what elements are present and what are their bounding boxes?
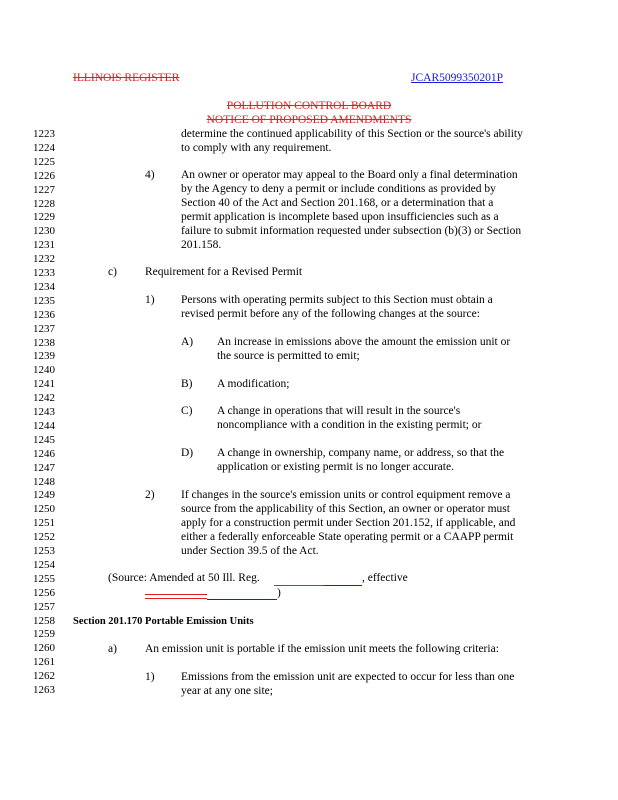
line-number: 1263 bbox=[33, 684, 55, 696]
blank-red-2a bbox=[145, 593, 207, 595]
text-line-1243: A change in operations that will result in the source's bbox=[217, 405, 461, 417]
blank-blue-1 bbox=[324, 584, 362, 586]
line-number: 1233 bbox=[33, 267, 55, 279]
jcar-id: JCAR5099350201P bbox=[411, 72, 504, 84]
marker-c: c) bbox=[108, 266, 117, 278]
register-title: ILLINOIS REGISTER bbox=[73, 72, 180, 84]
text-line-1260: An emission unit is portable if the emission unit meets the following criteria: bbox=[145, 643, 499, 655]
line-number: 1223 bbox=[33, 128, 55, 140]
effective-label: , effective bbox=[362, 572, 408, 584]
text-line-1247: application or existing permit is no longer accurate. bbox=[217, 461, 454, 473]
marker-A: A) bbox=[181, 336, 194, 348]
line-number: 1261 bbox=[33, 656, 55, 669]
text-line-1249: If changes in the source's emission units or control equipment remove a bbox=[181, 489, 511, 501]
text-line-1229: permit application is incomplete based upon insufficiencies such as a bbox=[181, 211, 499, 223]
line-number: 1255 bbox=[33, 572, 55, 585]
board-name: POLLUTION CONTROL BOARD bbox=[226, 100, 392, 112]
text-line-1226: An owner or operator may appeal to the Board only a final determination bbox=[181, 169, 518, 181]
line-number: 1253 bbox=[33, 545, 55, 557]
line-number: 1254 bbox=[33, 558, 55, 571]
text-line-1236: revised permit before any of the following changes at the source: bbox=[181, 308, 480, 320]
line-number: 1239 bbox=[33, 350, 55, 363]
text-line-1228: Section 40 of the Act and Section 201.168, or a determination that a bbox=[181, 197, 494, 209]
notice-title: NOTICE OF PROPOSED AMENDMENTS bbox=[206, 114, 412, 126]
line-number: 1240 bbox=[33, 364, 55, 377]
line-number: 1242 bbox=[33, 392, 55, 405]
text-line-1246: A change in ownership, company name, or address, so that the bbox=[217, 447, 505, 459]
marker-D: D) bbox=[181, 447, 194, 459]
line-number: 1237 bbox=[33, 322, 55, 335]
blank-blue-2 bbox=[207, 598, 277, 600]
line-number: 1262 bbox=[33, 670, 55, 683]
source-note: (Source: Amended at 50 Ill. Reg. bbox=[108, 572, 260, 584]
line-number: 1234 bbox=[33, 280, 55, 293]
line-number: 1232 bbox=[33, 253, 55, 266]
line-number: 1257 bbox=[33, 600, 55, 613]
marker-C: C) bbox=[181, 405, 193, 417]
line-number: 1225 bbox=[33, 155, 55, 168]
line-number: 1224 bbox=[33, 141, 55, 154]
marker-a: a) bbox=[108, 643, 117, 655]
line-number: 1259 bbox=[33, 628, 55, 641]
text-line-1227: by the Agency to deny a permit or include conditions as provided by bbox=[181, 183, 496, 195]
text-line-1253: under Section 39.5 of the Act. bbox=[181, 545, 319, 557]
line-number: 1228 bbox=[33, 197, 55, 210]
text-line-1231: 201.158. bbox=[181, 239, 222, 251]
line-number: 1235 bbox=[33, 294, 55, 307]
text-line-1223: determine the continued applicability of this Section or the source's ability bbox=[181, 128, 523, 140]
line-number: 1230 bbox=[33, 225, 55, 238]
line-number: 1236 bbox=[33, 308, 55, 321]
line-number: 1248 bbox=[33, 475, 55, 488]
close-paren: ) bbox=[277, 587, 281, 599]
text-line-1262: Emissions from the emission unit are expected to occur for less than one bbox=[181, 671, 515, 683]
text-line-1239: the source is permitted to emit; bbox=[217, 350, 360, 362]
text-line-1238: An increase in emissions above the amount the emission unit or bbox=[217, 336, 511, 348]
text-line-1233: Requirement for a Revised Permit bbox=[145, 266, 303, 278]
blank-red-1 bbox=[274, 584, 324, 586]
line-number: 1256 bbox=[33, 586, 55, 599]
line-number: 1243 bbox=[33, 406, 55, 418]
text-line-1263: year at any one site; bbox=[181, 685, 273, 697]
line-number: 1258 bbox=[33, 614, 55, 627]
text-line-1244: noncompliance with a condition in the existing permit; or bbox=[217, 419, 482, 431]
marker-2: 2) bbox=[145, 489, 155, 501]
text-line-1235: Persons with operating permits subject to this Section must obtain a bbox=[181, 294, 493, 306]
line-number: 1227 bbox=[33, 183, 55, 196]
line-number: 1246 bbox=[33, 447, 55, 460]
line-number: 1245 bbox=[33, 433, 55, 446]
line-number: 1251 bbox=[33, 517, 55, 530]
marker-1: 1) bbox=[145, 294, 155, 306]
text-line-1241: A modification; bbox=[217, 378, 290, 390]
line-number: 1260 bbox=[33, 642, 55, 655]
line-number: 1231 bbox=[33, 239, 55, 252]
marker-1b: 1) bbox=[145, 671, 155, 683]
line-number: 1250 bbox=[33, 503, 55, 516]
text-line-1224: to comply with any requirement. bbox=[181, 142, 332, 154]
line-number: 1226 bbox=[33, 169, 55, 182]
text-line-1252: either a federally enforceable State operating permit or a CAAPP permit bbox=[181, 531, 514, 543]
line-number: 1229 bbox=[33, 211, 55, 224]
line-number: 1249 bbox=[33, 489, 55, 502]
section-heading: Section 201.170 Portable Emission Units bbox=[73, 616, 254, 627]
marker-4: 4) bbox=[145, 169, 155, 181]
line-number: 1244 bbox=[33, 419, 55, 432]
text-line-1251: apply for a construction permit under Section 201.152, if applicable, and bbox=[181, 517, 516, 529]
text-line-1250: source from the applicability of this Section, an owner or operator must bbox=[181, 503, 510, 515]
line-number: 1241 bbox=[33, 378, 55, 391]
marker-B: B) bbox=[181, 378, 193, 390]
line-number: 1247 bbox=[33, 461, 55, 474]
text-line-1230: failure to submit information requested under subsection (b)(3) or Section bbox=[181, 225, 522, 237]
line-number: 1238 bbox=[33, 336, 55, 349]
blank-red-2b bbox=[145, 597, 207, 599]
line-number: 1252 bbox=[33, 531, 55, 544]
